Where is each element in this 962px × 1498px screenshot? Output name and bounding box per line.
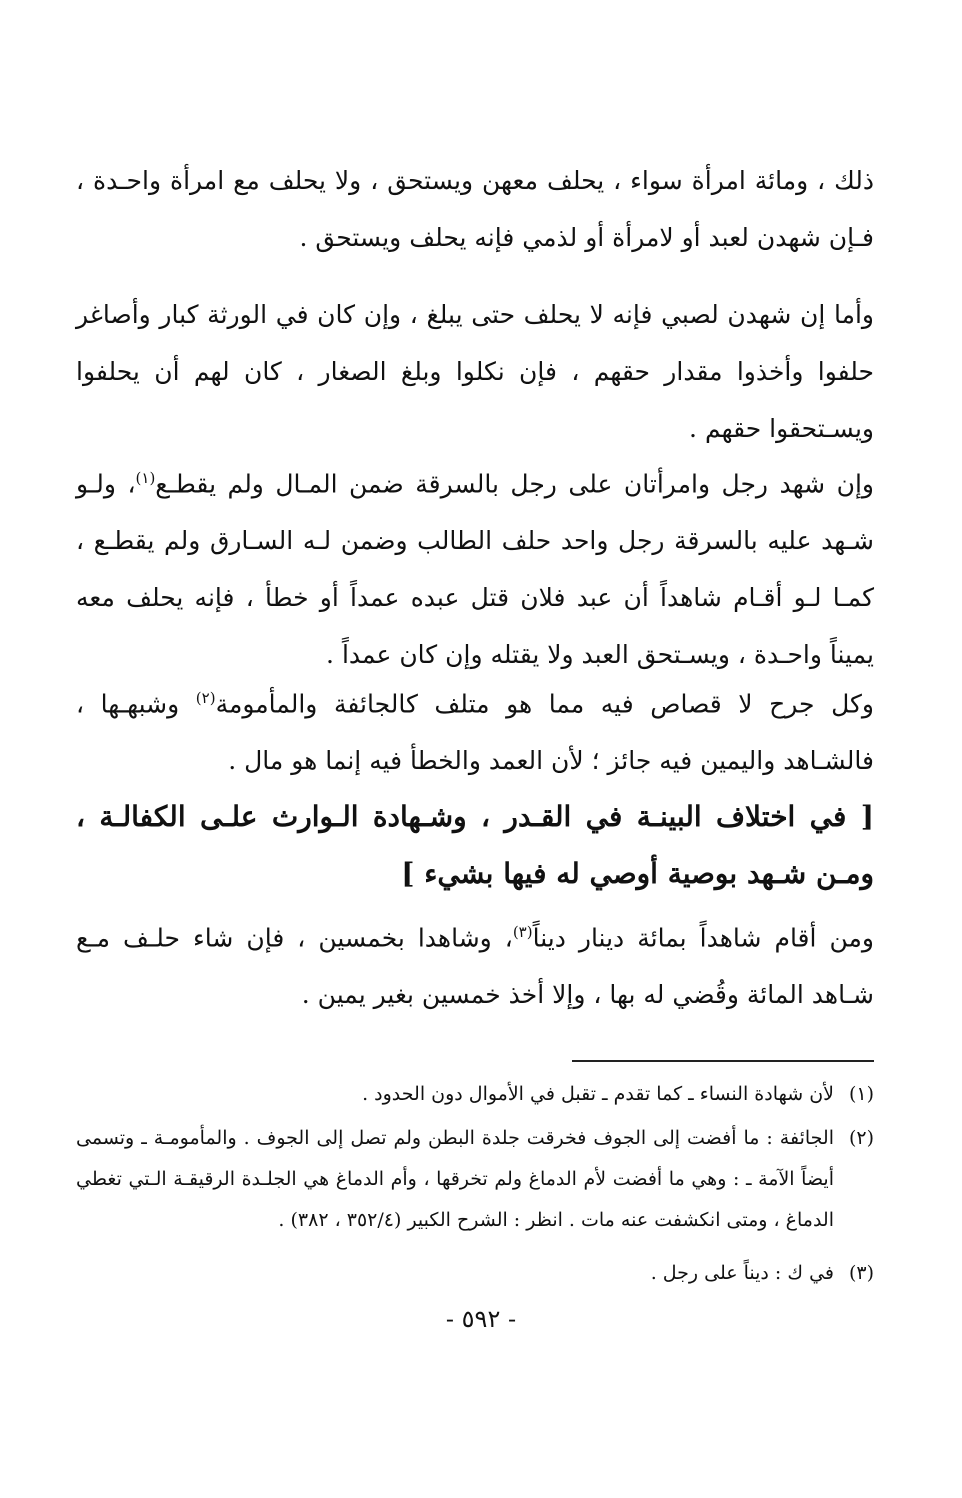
footnote-3-number: (٣): [848, 1262, 874, 1284]
footnote-2: [76, 1118, 874, 1241]
paragraph-4-text-start: وكل جرح لا قصاص فيه مما هو متلف كالجائفة والمأمومة: [215, 689, 874, 719]
paragraph-2: [76, 286, 874, 457]
paragraph-4-text-end: وشبهـها ، فالشـاهد واليمين فيه جائز ؛ لأن العمد والخطأ فيه إنما هو مال .: [76, 689, 874, 776]
paragraph-2-text: وأما إن شهدن لصبي فإنه لا يحلف حتى يبلغ ، وإن كان في الورثة كبار وأصاغر حلفوا وأخذوا مقدار حقهم ، فإن نكلوا وبلغ الصغار ، كان لهم أن يحلفوا ويسـتحقوا حقهم .: [76, 300, 874, 443]
paragraph-5: [76, 904, 874, 1023]
section-heading-text: [ في اختلاف البينـة في القـدر ، وشـهادة الـوارث علـى الكفالـة ، ومـن شـهد بوصية أوصي له فيها بشيء ]: [76, 800, 874, 890]
paragraph-3-text-start: وإن شهد رجل وامرأتان على رجل بالسرقة ضمن المـال ولم يقطـع: [155, 469, 874, 499]
footnote-ref-3: (٣): [512, 923, 533, 941]
section-heading: [76, 788, 874, 902]
footnote-3-text: في ك : ديناً على رجل .: [650, 1262, 834, 1284]
paragraph-4: [76, 670, 874, 789]
paragraph-1-text: ذلك ، ومائة امرأة سواء ، يحلف معهن ويستحق ، ولا يحلف مع امرأة واحـدة ، فـإن شهدن لعبد أو لامرأة أو لذمي فإنه يحلف ويستحق .: [76, 166, 874, 252]
footnote-1: [76, 1074, 874, 1115]
paragraph-3-text-end: ، ولـو شـهد عليه بالسرقة رجل واحد حلف الطالب وضمن لـه السـارق ولم يقطـع ، كمـا لـو أقـام شاهداً أن عبد فلان قتل عبده عمداً أو خطأ ، فإنه يحلف معه يميناً واحـدة ، ويسـتحق العبد ولا يقتله وإن كان عمداً .: [76, 469, 874, 670]
footnote-1-number: (١): [848, 1083, 874, 1105]
footnote-ref-1: (١): [135, 469, 156, 487]
footnote-2-number: (٢): [848, 1127, 874, 1149]
footnote-separator: [572, 1060, 874, 1062]
page-number: - ٥٩٢ -: [445, 1305, 517, 1333]
paragraph-1: [76, 152, 874, 266]
footnote-3: [76, 1253, 874, 1294]
paragraph-3: [76, 450, 874, 683]
footnote-1-text: لأن شهادة النساء ـ كما تقدم ـ تقبل في الأموال دون الحدود .: [362, 1083, 834, 1105]
footnote-2-text: الجائفة : ما أفضت إلى الجوف فخرقت جلدة البطن ولم تصل إلى الجوف . والمأمومـة ـ وتسمى أيضاً الآمة ـ : وهي ما أفضت لأم الدماغ ولم تخرقها ، وأم الدماغ هي الجلـدة الرقيقـة الـتي تغطي الدماغ ، ومتى انكشفت عنه مات . انظر : الشرح الكبير (٣٥٢/٤ ، ٣٨٢) .: [76, 1127, 834, 1231]
paragraph-5-text-start: ومن أقام شاهداً بمائة دينار ديناً: [532, 923, 874, 953]
footnote-ref-2: (٢): [195, 689, 216, 707]
paragraph-5-text-end: ، وشاهدا بخمسين ، فإن شاء حلـف مـع شـاهد المائة وقُضي له بها ، وإلا أخذ خمسين بغير يمين .: [76, 923, 874, 1010]
